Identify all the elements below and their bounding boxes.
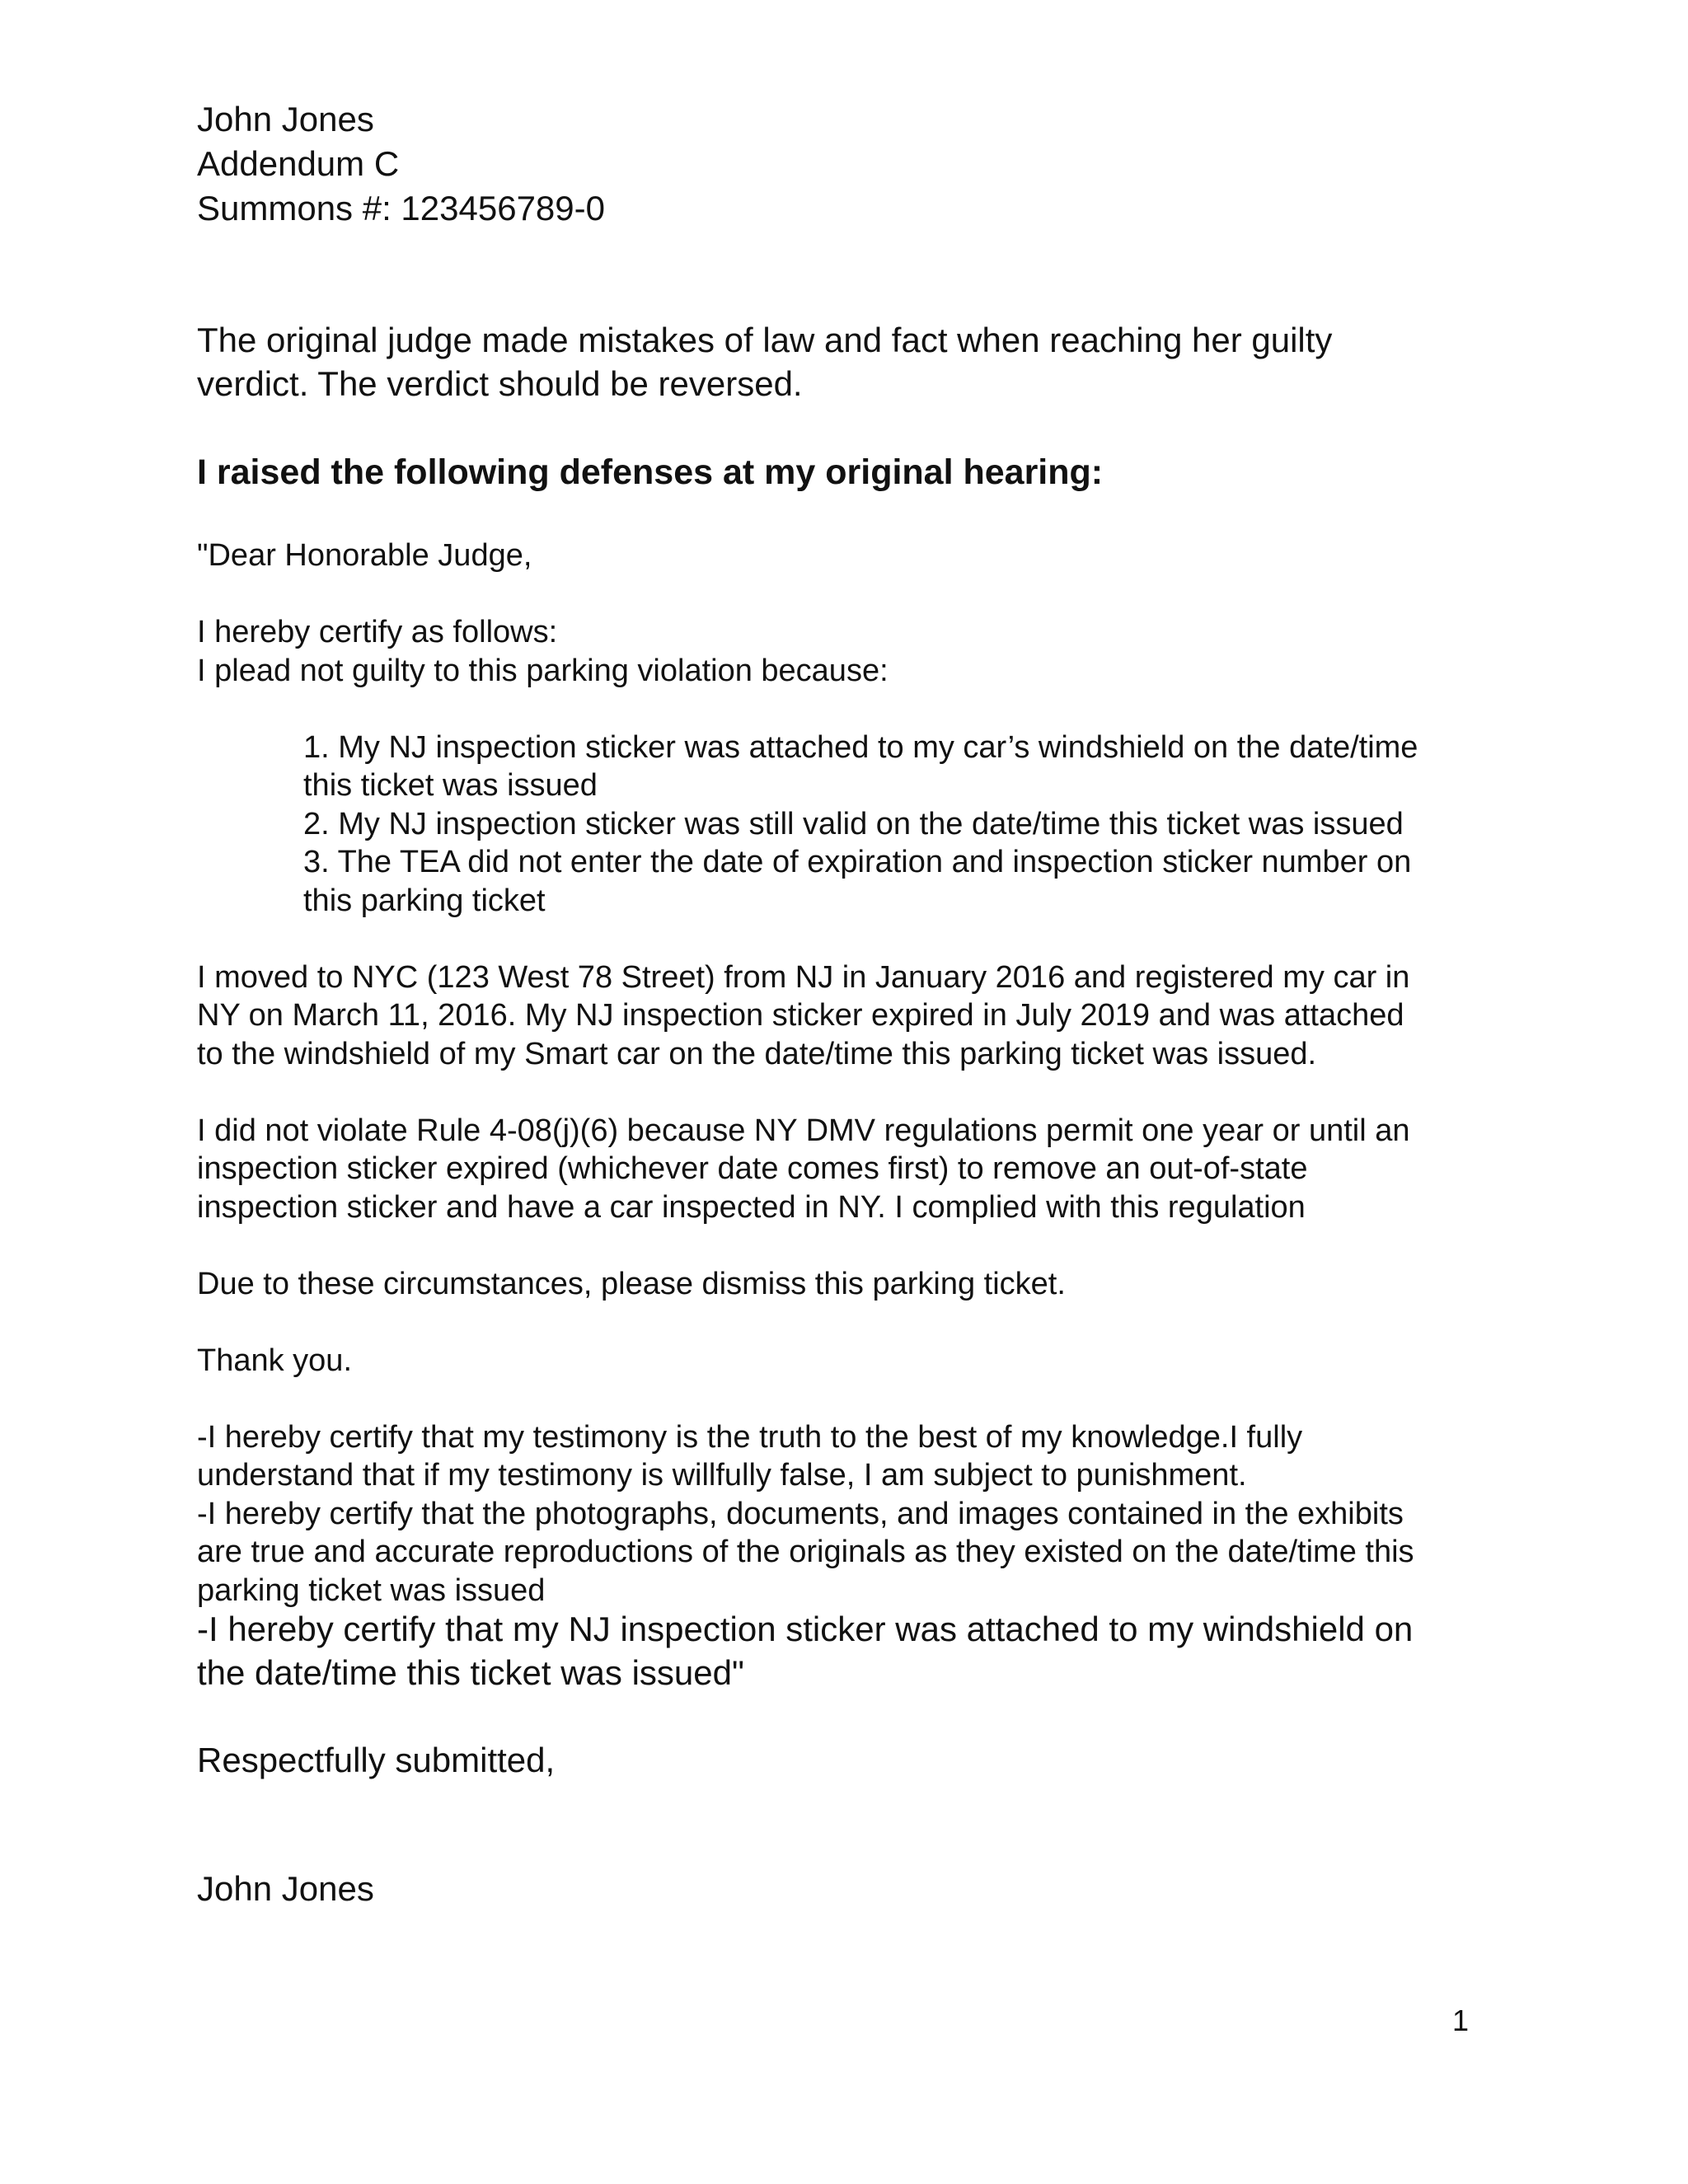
list-item-3-line-2: this parking ticket: [303, 883, 546, 918]
closing: Respectfully submitted,: [197, 1741, 556, 1779]
para2-line-1: I did not violate Rule 4-08(j)(6) because NY DMV regulations permit one year or until an: [197, 1113, 1410, 1148]
cert3-line-1: -I hereby certify that my NJ inspection sticker was attached to my windshield on: [197, 1610, 1414, 1648]
intro-line-1: The original judge made mistakes of law and fact when reaching her guilty: [197, 321, 1333, 359]
intro-line-2: verdict. The verdict should be reversed.: [197, 364, 803, 403]
defenses-heading: I raised the following defenses at my original hearing:: [197, 452, 1104, 492]
letter-salutation: "Dear Honorable Judge,: [197, 538, 532, 573]
cert2-line-1: -I hereby certify that the photographs, documents, and images contained in the exhibits: [197, 1497, 1404, 1531]
header-summons: Summons #: 123456789-0: [197, 189, 605, 227]
dismiss-request: Due to these circumstances, please dismiss this parking ticket.: [197, 1267, 1066, 1301]
cert1-line-1: -I hereby certify that my testimony is the truth to the best of my knowledge.I fully: [197, 1420, 1303, 1455]
list-item-3-line-1: 3. The TEA did not enter the date of expiration and inspection sticker number on: [303, 845, 1412, 879]
signature-name: John Jones: [197, 1869, 374, 1908]
para2-line-2: inspection sticker expired (whichever date comes first) to remove an out-of-state: [197, 1151, 1308, 1186]
list-item-2-line-1: 2. My NJ inspection sticker was still valid on the date/time this ticket was issued: [303, 807, 1404, 841]
para1-line-2: NY on March 11, 2016. My NJ inspection sticker expired in July 2019 and was attached: [197, 998, 1404, 1033]
cert1-line-2: understand that if my testimony is willfully false, I am subject to punishment.: [197, 1458, 1247, 1493]
list-item-1-line-1: 1. My NJ inspection sticker was attached to my car’s windshield on the date/time: [303, 730, 1418, 765]
thank-you: Thank you.: [197, 1343, 352, 1378]
cert3-line-2: the date/time this ticket was issued": [197, 1653, 744, 1692]
page-number: 1: [1452, 2004, 1470, 2037]
para1-line-3: to the windshield of my Smart car on the date/time this parking ticket was issued.: [197, 1037, 1317, 1071]
cert2-line-3: parking ticket was issued: [197, 1573, 546, 1608]
letter-certify: I hereby certify as follows:: [197, 615, 558, 649]
header-addendum: Addendum C: [197, 144, 400, 183]
para1-line-1: I moved to NYC (123 West 78 Street) from NJ in January 2016 and registered my car in: [197, 960, 1410, 995]
header-name: John Jones: [197, 100, 374, 138]
list-item-1-line-2: this ticket was issued: [303, 768, 598, 803]
letter-plea: I plead not guilty to this parking violation because:: [197, 654, 889, 688]
cert2-line-2: are true and accurate reproductions of the originals as they existed on the date/time this: [197, 1535, 1414, 1569]
para2-line-3: inspection sticker and have a car inspected in NY. I complied with this regulation: [197, 1190, 1306, 1225]
